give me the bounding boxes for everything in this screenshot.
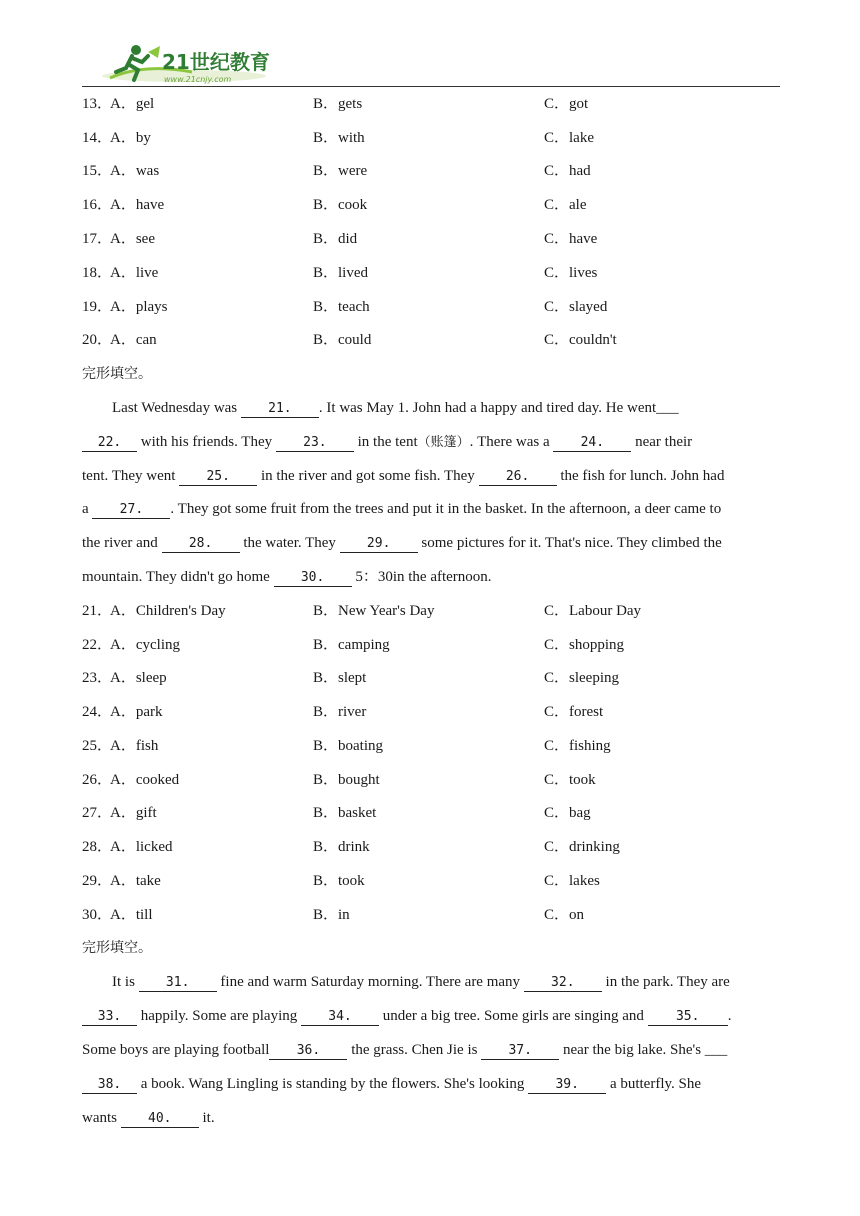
answer-blank[interactable]: 33. <box>82 1008 137 1026</box>
option-a: A．have <box>110 197 165 213</box>
option-b: B．lived <box>313 265 368 281</box>
option-a: A．gift <box>110 805 157 821</box>
answer-blank[interactable]: 31. <box>139 974 217 992</box>
answer-blank[interactable]: 22. <box>82 434 137 452</box>
option-b: B．river <box>313 704 367 720</box>
option-c: C．fishing <box>544 738 611 754</box>
option-b: B．camping <box>313 637 390 653</box>
passage-line: 38. a book. Wang Lingling is standing by the flowers. She's looking 39. a butterfly. She <box>82 1074 782 1094</box>
option-a: A．was <box>110 163 160 179</box>
option-b: B．were <box>313 163 368 179</box>
option-a: A．Children's Day <box>110 603 226 619</box>
passage-line: 33. happily. Some are playing 34. under a big tree. Some girls are singing and 35. . <box>82 1006 782 1026</box>
option-a: A．gel <box>110 96 155 112</box>
question-row: 17． A．see B．did C．have <box>82 231 598 247</box>
option-b: B．slept <box>313 670 367 686</box>
section-title: 完形填空。 <box>82 366 152 382</box>
question-row: 26． A．cooked B．bought C．took <box>82 772 596 788</box>
question-row: 19． A．plays B．teach C．slayed <box>82 299 608 315</box>
answer-blank[interactable]: 21. <box>241 400 319 418</box>
question-row: 14． A．by B．with C．lake <box>82 130 594 146</box>
option-c: C．slayed <box>544 299 608 315</box>
answer-blank[interactable]: 26. <box>479 468 557 486</box>
question-row: 30． A．till B．in C．on <box>82 907 585 923</box>
option-c: C．have <box>544 231 598 247</box>
page-header <box>82 40 780 86</box>
option-c: C．ale <box>544 197 587 213</box>
answer-blank[interactable]: 28. <box>162 535 240 553</box>
option-a: A．cooked <box>110 772 180 788</box>
answer-blank[interactable]: 27. <box>92 501 170 519</box>
option-b: B．teach <box>313 299 370 315</box>
option-c: C．on <box>544 907 585 923</box>
option-a: A．till <box>110 907 153 923</box>
option-c: C．got <box>544 96 589 112</box>
option-a: A．cycling <box>110 637 180 653</box>
passage-line: It is 31. fine and warm Saturday morning. There are many 32. in the park. They are <box>112 974 730 990</box>
question-row: 27． A．gift B．basket C．bag <box>82 805 591 821</box>
option-b: B．did <box>313 231 358 247</box>
passage-line: 22. with his friends. They 23. in the tent（账篷）. There was a 24. near their <box>82 432 782 453</box>
svg-text:21世纪教育: 21世纪教育 <box>162 50 270 74</box>
answer-blank[interactable]: 23. <box>276 434 354 452</box>
question-row: 18． A．live B．lived C．lives <box>82 265 598 281</box>
question-row: 20． A．can B．could C．couldn't <box>82 332 617 348</box>
answer-blank[interactable]: 30. <box>274 569 352 587</box>
option-c: C．couldn't <box>544 332 617 348</box>
question-row: 28． A．licked B．drink C．drinking <box>82 839 620 855</box>
option-a: A．by <box>110 130 151 146</box>
option-b: B．cook <box>313 197 368 213</box>
section-title: 完形填空。 <box>82 940 152 956</box>
option-b: B．took <box>313 873 365 889</box>
svg-text:www.21cnjy.com: www.21cnjy.com <box>164 75 232 84</box>
option-b: B．bought <box>313 772 380 788</box>
option-c: C．had <box>544 163 591 179</box>
option-b: B．could <box>313 332 372 348</box>
answer-blank[interactable]: 38. <box>82 1076 137 1094</box>
option-b: B．boating <box>313 738 383 754</box>
option-a: A．plays <box>110 299 168 315</box>
answer-blank[interactable]: 34. <box>301 1008 379 1026</box>
passage-line: the river and 28. the water. They 29. some pictures for it. That's nice. They climbed the <box>82 535 722 551</box>
header-divider <box>82 86 780 87</box>
answer-blank[interactable]: 25. <box>179 468 257 486</box>
question-row: 21． A．Children's Day B．New Year's Day C．Labour Day <box>82 603 642 619</box>
option-c: C．shopping <box>544 637 625 653</box>
passage-line: Last Wednesday was 21. . It was May 1. John had a happy and tired day. He went___ <box>112 400 679 416</box>
answer-blank[interactable]: 40. <box>121 1110 199 1128</box>
question-row: 29． A．take B．took C．lakes <box>82 873 600 889</box>
question-row: 13． A．gel B．gets C．got <box>82 96 589 112</box>
option-b: B．gets <box>313 96 363 112</box>
option-a: A．take <box>110 873 161 889</box>
option-a: A．can <box>110 332 157 348</box>
answer-blank[interactable]: 36. <box>269 1042 347 1060</box>
option-c: C．sleeping <box>544 670 619 686</box>
question-row: 25． A．fish B．boating C．fishing <box>82 738 611 754</box>
logo-icon <box>102 42 272 86</box>
question-row: 15． A．was B．were C．had <box>82 163 591 179</box>
question-row: 23． A．sleep B．slept C．sleeping <box>82 670 619 686</box>
answer-blank[interactable]: 35. <box>648 1008 728 1026</box>
answer-blank[interactable]: 39. <box>528 1076 606 1094</box>
passage-line: Some boys are playing football 36. the grass. Chen Jie is 37. near the big lake. She's ___ <box>82 1042 728 1058</box>
answer-blank[interactable]: 32. <box>524 974 602 992</box>
question-row: 22． A．cycling B．camping C．shopping <box>82 637 625 653</box>
option-a: A．sleep <box>110 670 167 686</box>
option-c: C．drinking <box>544 839 620 855</box>
option-c: C．bag <box>544 805 591 821</box>
option-a: A．live <box>110 265 159 281</box>
option-a: A．see <box>110 231 155 247</box>
option-a: A．fish <box>110 738 159 754</box>
passage-line: tent. They went 25. in the river and got some fish. They 26. the fish for lunch. John had <box>82 468 725 484</box>
option-b: B．in <box>313 907 350 923</box>
option-c: C．lives <box>544 265 598 281</box>
question-row: 24． A．park B．river C．forest <box>82 704 604 720</box>
option-c: C．lakes <box>544 873 600 889</box>
option-c: C．lake <box>544 130 594 146</box>
answer-blank[interactable]: 29. <box>340 535 418 553</box>
option-b: B．New Year's Day <box>313 603 435 619</box>
answer-blank[interactable]: 24. <box>553 434 631 452</box>
option-b: B．drink <box>313 839 370 855</box>
passage-line: mountain. They didn't go home 30. 5：30in the afternoon. <box>82 569 492 585</box>
passage-line: a 27. . They got some fruit from the trees and put it in the basket. In the afternoon, a deer came to <box>82 501 722 517</box>
option-c: C．forest <box>544 704 604 720</box>
answer-blank[interactable]: 37. <box>481 1042 559 1060</box>
option-a: A．licked <box>110 839 173 855</box>
option-a: A．park <box>110 704 163 720</box>
question-row: 16． A．have B．cook C．ale <box>82 197 587 213</box>
passage-line: wants 40. it. <box>82 1110 215 1126</box>
option-c: C．Labour Day <box>544 603 642 619</box>
option-c: C．took <box>544 772 596 788</box>
option-b: B．with <box>313 130 365 146</box>
option-b: B．basket <box>313 805 377 821</box>
